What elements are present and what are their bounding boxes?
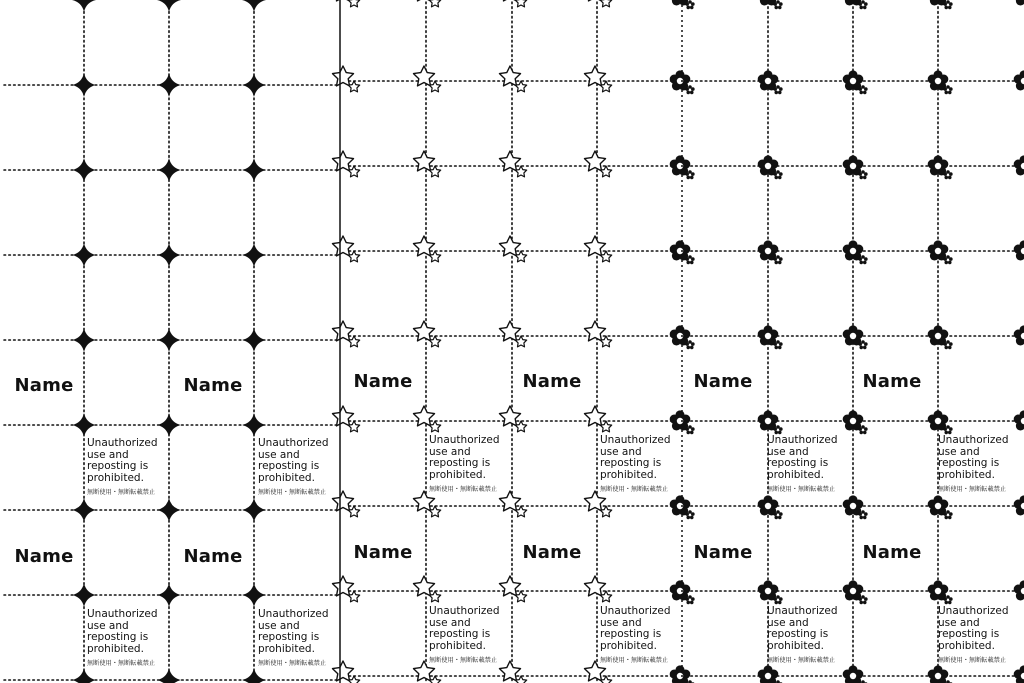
star-outline-icon <box>500 151 527 177</box>
four-point-sparkle-icon <box>157 243 181 267</box>
star-outline-icon <box>500 491 527 517</box>
name-label: Name <box>183 375 243 396</box>
notice-japanese: 無断使用・無断転載禁止 <box>429 486 498 493</box>
notice-english: Unauthorized use and reposting is prohibited. <box>938 434 1009 481</box>
flower-icon <box>843 70 868 94</box>
notice-japanese: 無断使用・無断転載禁止 <box>767 486 836 493</box>
flower-icon <box>758 70 783 94</box>
four-point-sparkle-icon <box>242 0 266 12</box>
flower-icon <box>758 665 783 683</box>
star-outline-icon <box>414 66 441 92</box>
four-point-sparkle-icon <box>72 668 96 683</box>
flower-icon <box>758 240 783 264</box>
four-point-sparkle-icon <box>157 73 181 97</box>
flower-icon <box>843 0 868 9</box>
notice-english: Unauthorized use and reposting is prohibited. <box>429 605 500 652</box>
four-point-sparkle-icon <box>72 73 96 97</box>
notice-japanese: 無断使用・無断転載禁止 <box>87 660 156 667</box>
four-point-sparkle-icon <box>72 583 96 607</box>
flower-icon <box>1014 665 1024 683</box>
star-outline-icon <box>500 321 527 347</box>
four-point-sparkle-icon <box>72 0 96 12</box>
flower-icon <box>843 410 868 434</box>
flower-icon <box>928 70 953 94</box>
four-point-sparkle-icon <box>242 668 266 683</box>
notice-english: Unauthorized use and reposting is prohibited. <box>600 605 671 652</box>
notice-english: Unauthorized use and reposting is prohibited. <box>600 434 671 481</box>
notice-japanese: 無断使用・無断転載禁止 <box>258 660 327 667</box>
star-outline-icon <box>585 236 612 262</box>
flower-icon <box>758 0 783 9</box>
name-label: Name <box>183 546 243 567</box>
flower-icon <box>1014 410 1024 434</box>
star-outline-icon <box>333 576 360 602</box>
star-outline-icon <box>333 236 360 262</box>
flower-icon <box>843 240 868 264</box>
four-point-sparkle-icon <box>242 413 266 437</box>
flower-icon <box>928 325 953 349</box>
star-outline-icon <box>414 236 441 262</box>
flower-icon <box>928 410 953 434</box>
star-outline-icon <box>585 66 612 92</box>
flower-icon <box>928 665 953 683</box>
four-point-sparkle-icon <box>242 158 266 182</box>
notice-japanese: 無断使用・無断転載禁止 <box>767 657 836 664</box>
name-label: Name <box>14 546 74 567</box>
flower-icon <box>1014 495 1024 519</box>
name-label: Name <box>522 371 582 392</box>
star-outline-icon <box>500 661 527 683</box>
flower-icon <box>928 495 953 519</box>
four-point-sparkle-icon <box>72 328 96 352</box>
flower-icon <box>843 325 868 349</box>
notice-japanese: 無断使用・無断転載禁止 <box>258 489 327 496</box>
notice-japanese: 無断使用・無断転載禁止 <box>938 657 1007 664</box>
flower-icon <box>758 325 783 349</box>
flower-icon <box>928 155 953 179</box>
star-outline-icon <box>414 406 441 432</box>
name-label: Name <box>693 371 753 392</box>
flower-icon <box>843 665 868 683</box>
four-point-sparkle-icon <box>157 668 181 683</box>
grid-markers <box>72 0 1024 683</box>
name-label: Name <box>693 542 753 563</box>
name-label: Name <box>862 542 922 563</box>
name-label: Name <box>522 542 582 563</box>
four-point-sparkle-icon <box>157 583 181 607</box>
four-point-sparkle-icon <box>72 158 96 182</box>
flower-icon <box>1014 0 1024 9</box>
star-outline-icon <box>500 0 527 7</box>
notice-english: Unauthorized use and reposting is prohibited. <box>258 608 329 655</box>
star-outline-icon <box>414 0 441 7</box>
flower-icon <box>758 580 783 604</box>
notice-english: Unauthorized use and reposting is prohibited. <box>87 437 158 484</box>
notice-english: Unauthorized use and reposting is prohibited. <box>767 605 838 652</box>
name-label: Name <box>14 375 74 396</box>
flower-icon <box>928 0 953 9</box>
four-point-sparkle-icon <box>242 73 266 97</box>
star-outline-icon <box>585 491 612 517</box>
flower-icon <box>928 240 953 264</box>
four-point-sparkle-icon <box>72 243 96 267</box>
star-outline-icon <box>333 406 360 432</box>
flower-icon <box>758 155 783 179</box>
name-label: Name <box>862 371 922 392</box>
star-outline-icon <box>333 491 360 517</box>
name-label: Name <box>353 371 413 392</box>
four-point-sparkle-icon <box>157 498 181 522</box>
flower-icon <box>758 495 783 519</box>
star-outline-icon <box>414 321 441 347</box>
notice-english: Unauthorized use and reposting is prohibited. <box>429 434 500 481</box>
four-point-sparkle-icon <box>242 328 266 352</box>
notice-english: Unauthorized use and reposting is prohibited. <box>938 605 1009 652</box>
flower-icon <box>1014 325 1024 349</box>
notice-english: Unauthorized use and reposting is prohibited. <box>767 434 838 481</box>
flower-icon <box>843 580 868 604</box>
four-point-sparkle-icon <box>72 413 96 437</box>
flower-icon <box>758 410 783 434</box>
notice-english: Unauthorized use and reposting is prohibited. <box>258 437 329 484</box>
four-point-sparkle-icon <box>242 583 266 607</box>
four-point-sparkle-icon <box>72 498 96 522</box>
four-point-sparkle-icon <box>157 413 181 437</box>
star-outline-icon <box>585 406 612 432</box>
flower-icon <box>1014 580 1024 604</box>
star-outline-icon <box>500 66 527 92</box>
four-point-sparkle-icon <box>157 0 181 12</box>
star-outline-icon <box>333 321 360 347</box>
star-outline-icon <box>333 66 360 92</box>
notice-japanese: 無断使用・無断転載禁止 <box>429 657 498 664</box>
star-outline-icon <box>414 491 441 517</box>
star-outline-icon <box>500 236 527 262</box>
star-outline-icon <box>585 151 612 177</box>
star-outline-icon <box>585 321 612 347</box>
flower-icon <box>843 155 868 179</box>
flower-icon <box>1014 240 1024 264</box>
star-outline-icon <box>414 151 441 177</box>
flower-icon <box>843 495 868 519</box>
flower-icon <box>1014 155 1024 179</box>
star-outline-icon <box>333 661 360 683</box>
four-point-sparkle-icon <box>242 243 266 267</box>
four-point-sparkle-icon <box>157 158 181 182</box>
notice-japanese: 無断使用・無断転載禁止 <box>938 486 1007 493</box>
star-outline-icon <box>585 0 612 7</box>
star-outline-icon <box>333 0 360 7</box>
notice-japanese: 無断使用・無断転載禁止 <box>600 657 669 664</box>
flower-icon <box>928 580 953 604</box>
flower-icon <box>1014 70 1024 94</box>
star-outline-icon <box>333 151 360 177</box>
star-outline-icon <box>500 576 527 602</box>
notice-japanese: 無断使用・無断転載禁止 <box>87 489 156 496</box>
name-label: Name <box>353 542 413 563</box>
star-outline-icon <box>414 576 441 602</box>
four-point-sparkle-icon <box>242 498 266 522</box>
four-point-sparkle-icon <box>157 328 181 352</box>
notice-english: Unauthorized use and reposting is prohibited. <box>87 608 158 655</box>
notice-japanese: 無断使用・無断転載禁止 <box>600 486 669 493</box>
star-outline-icon <box>585 576 612 602</box>
star-outline-icon <box>500 406 527 432</box>
